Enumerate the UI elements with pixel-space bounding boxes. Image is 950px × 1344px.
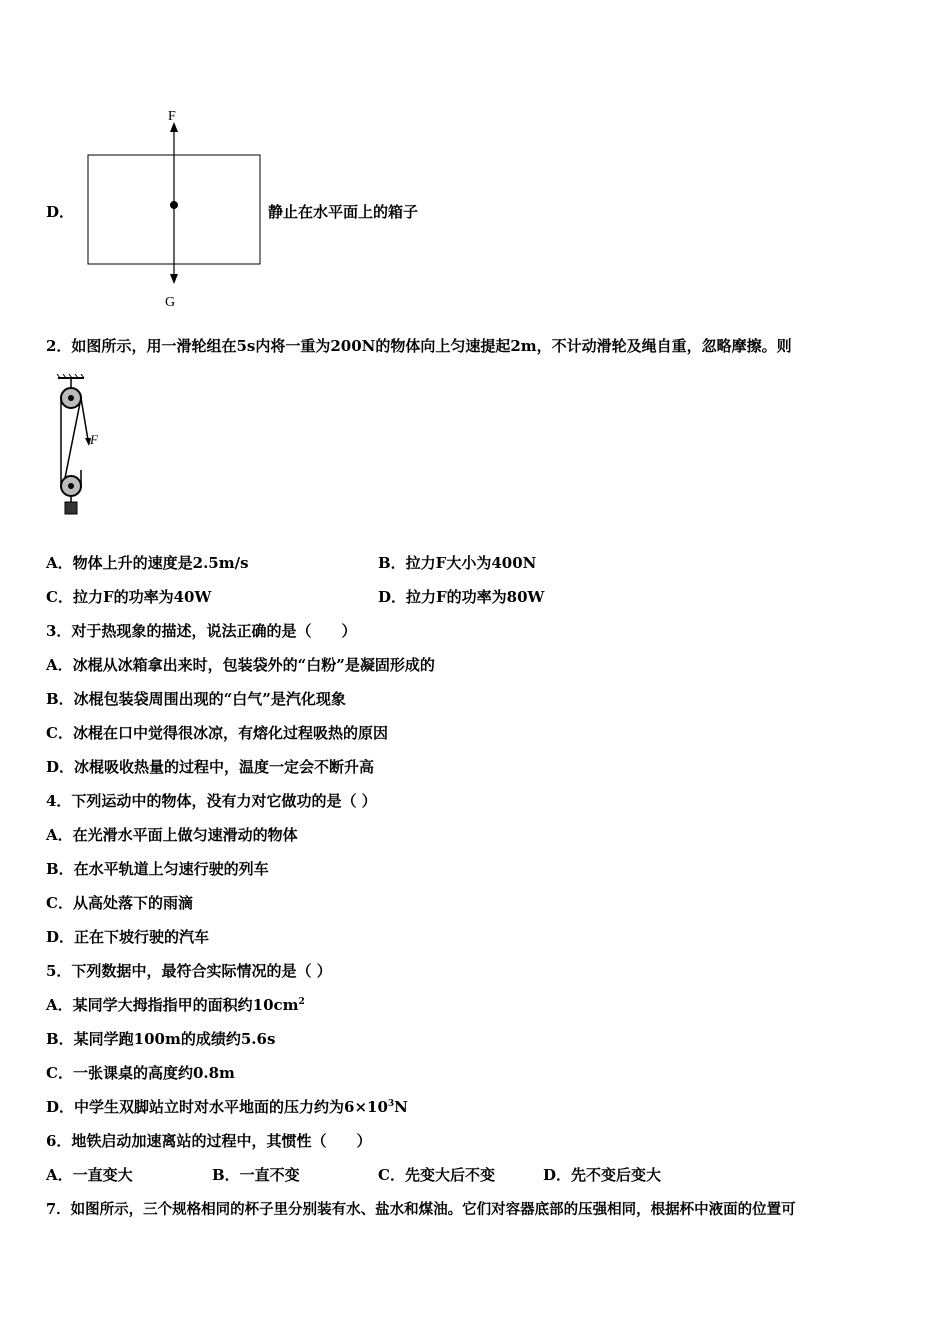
q3-stem: 3．对于热现象的描述，说法正确的是（ ） bbox=[46, 622, 357, 640]
center-dot bbox=[170, 201, 178, 209]
q6-stem: 6．地铁启动加速离站的过程中，其惯性（ ） bbox=[46, 1132, 372, 1150]
q5-option-d-sup: 3 bbox=[387, 1099, 395, 1109]
box-force-diagram bbox=[80, 104, 270, 312]
q4-option-a: A．在光滑水平面上做匀速滑动的物体 bbox=[46, 826, 298, 844]
force-f-label: F bbox=[168, 109, 176, 124]
q6-option-d: D．先不变后变大 bbox=[543, 1166, 662, 1184]
force-down-arrowhead bbox=[170, 274, 178, 284]
q6-option-a: A．一直变大 bbox=[46, 1166, 133, 1184]
q4-option-d: D．正在下坡行驶的汽车 bbox=[46, 928, 210, 946]
q2-option-d: D．拉力F的功率为80W bbox=[378, 588, 545, 606]
q3-option-d: D．冰棍吸收热量的过程中，温度一定会不断升高 bbox=[46, 758, 375, 776]
q6-option-b: B．一直不变 bbox=[212, 1166, 300, 1184]
q2-stem: 2．如图所示，用一滑轮组在5s内将一重为200N的物体向上匀速提起2m，不计动滑轮及绳自重，忽略摩擦。则 bbox=[46, 337, 792, 355]
q1-option-d-label: D． bbox=[46, 203, 75, 221]
q6-option-c: C．先变大后不变 bbox=[378, 1166, 495, 1184]
q5-option-a-sup: 2 bbox=[298, 997, 305, 1007]
q3-option-a: A．冰棍从冰箱拿出来时，包装袋外的“白粉”是凝固形成的 bbox=[46, 656, 435, 674]
q5-stem: 5．下列数据中，最符合实际情况的是（ ） bbox=[46, 962, 332, 980]
q7-stem: 7．如图所示，三个规格相同的杯子里分别装有水、盐水和煤油。它们对容器底部的压强相同，根据杯中液面的位置可 bbox=[46, 1201, 796, 1218]
pulley-force-label: F bbox=[90, 432, 98, 447]
q1-option-d-caption: 静止在水平面上的箱子 bbox=[268, 203, 419, 221]
q3-option-c: C．冰棍在口中觉得很冰凉，有熔化过程吸热的原因 bbox=[46, 724, 388, 742]
q2-option-c: C．拉力F的功率为40W bbox=[46, 588, 212, 606]
q4-option-c: C．从高处落下的雨滴 bbox=[46, 894, 193, 912]
q4-option-b: B．在水平轨道上匀速行驶的列车 bbox=[46, 860, 269, 878]
q5-option-c: C．一张课桌的高度约0.8m bbox=[46, 1064, 235, 1082]
pulley-diagram bbox=[52, 374, 108, 516]
hanging-weight bbox=[65, 502, 77, 514]
q5-option-d bbox=[46, 1097, 408, 1117]
q5-option-d-unit: N bbox=[394, 1098, 408, 1116]
q3-option-b: B．冰棍包装袋周围出现的“白气”是汽化现象 bbox=[46, 690, 346, 708]
q5-option-d-text: D．中学生双脚站立时对水平地面的压力约为6×10 bbox=[46, 1098, 388, 1116]
q4-stem: 4．下列运动中的物体，没有力对它做功的是（ ） bbox=[46, 792, 377, 810]
q5-option-b: B．某同学跑100m的成绩约5.6s bbox=[46, 1030, 276, 1048]
q5-option-a-text: A．某同学大拇指指甲的面积约10cm bbox=[46, 996, 299, 1014]
q5-option-a bbox=[46, 995, 305, 1015]
force-g-label: G bbox=[165, 295, 176, 310]
q2-option-a: A．物体上升的速度是2.5m/s bbox=[46, 554, 249, 572]
q2-option-b: B．拉力F大小为400N bbox=[378, 554, 537, 572]
